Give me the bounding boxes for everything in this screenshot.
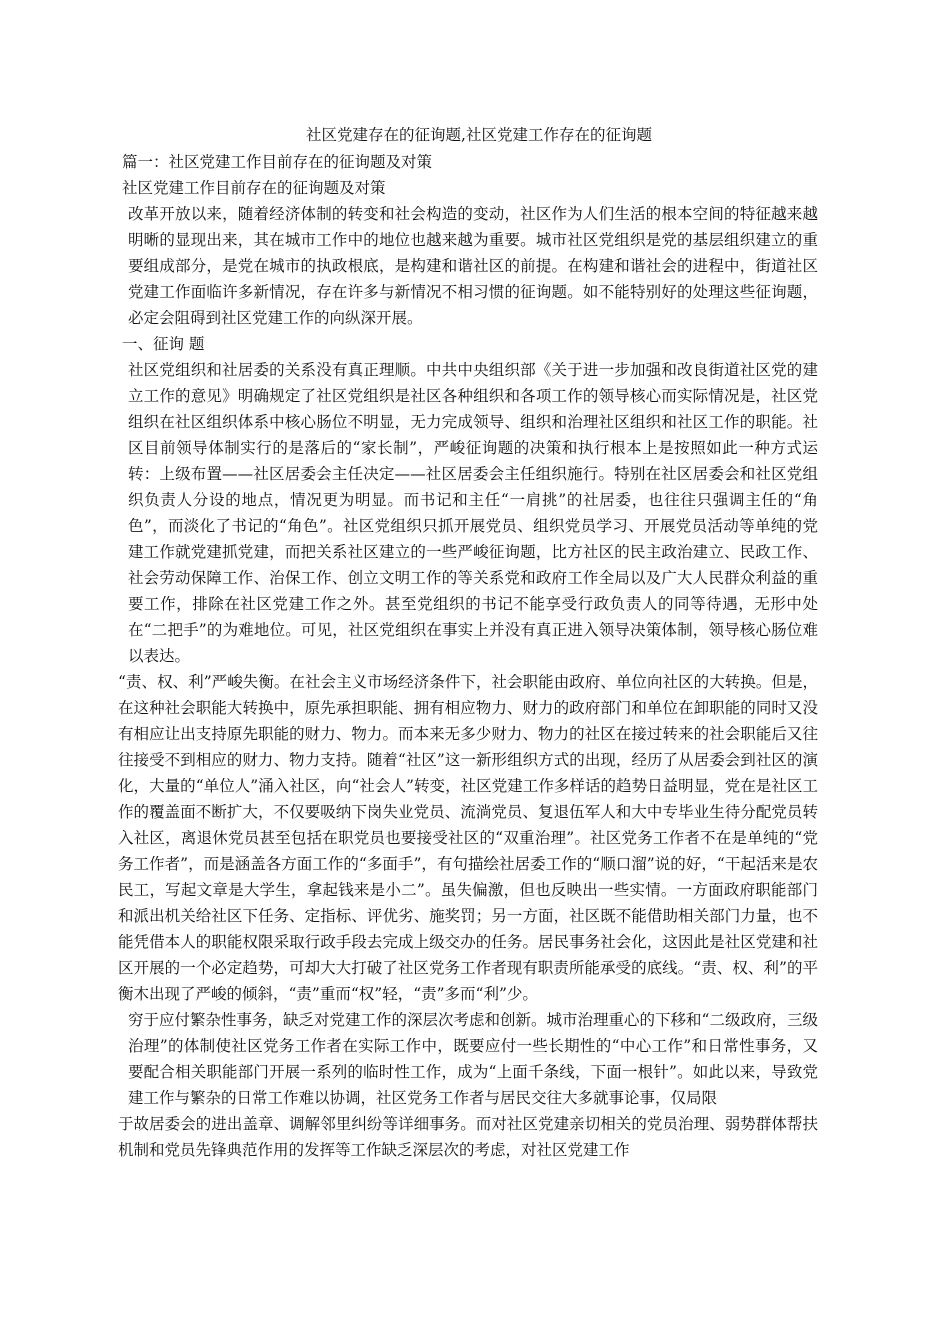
body-paragraph: “责、权、利”严峻失衡。在社会主义市场经济条件下，社会职能由政府、单位向社区的大转换。但是，在这种社会职能大转换中，原先承担职能、拥有相应物力、财力的政府部门和单位在卸职能的同时又没有相应让出支持原先职能的财力、物力。而本来无多少财力、物力的社区在接过转来的社会职能后又往往接受不到相应的财力、物力支持。随着“社区”这一新形组织方式的出现，经历了从居委会到社区的演化，大量的“单位人”涌入社区，向“社会人”转变，社区党建工作多样话的趋势日益明显，党在是社区工作的覆盖面不断扩大，不仅要吸纳下岗失业党员、流淌党员、复退伍军人和大中专毕业生待分配党员转入社区，离退休党员甚至包括在职党员也要接受社区的“双重治理”。社区党务工作者不在是单纯的“党务工作者”，而是涵盖各方面工作的“多面手”，有句描绘社居委工作的“顺口溜”说的好，“干起活来是农民工，写起文章是大学生，拿起钱来是小二”。虽失偏激，但也反映出一些实情。一方面政府职能部门和派出机关给社区下任务、定指标、评优劣、施奖罚；另一方面，社区既不能借助相关部门力量，也不能凭借本人的职能权限采取行政手段去完成上级交办的任务。居民事务社会化，这因此是社区党建和社区开展的一个必定趋势，可却大大打破了社区党务工作者现有职责所能承受的底线。“责、权、利”的平衡木出现了严峻的倾斜，“责”重而“权”轻，“责”多而“利”少。 <box>118 673 818 1003</box>
chapter-heading: 篇一：社区党建工作目前存在的征询题及对策 <box>122 153 433 171</box>
body-paragraph: 穷于应付繁杂性事务，缺乏对党建工作的深层次考虑和创新。城市治理重心的下移和“二级政府，三级治理”的体制使社区党务工作者在实际工作中，既要应付一些长期性的“中心工作”和日常性事务，又要配合相关职能部门开展一系列的临时性工作，成为“上面千条线，下面一根针”。如此以来，导致党建工作与繁杂的日常工作难以协调，社区党务工作者与居民交往大多就事论事，仅局限 <box>128 1011 818 1107</box>
section-heading: 一、征询 题 <box>122 335 205 353</box>
sub-heading: 社区党建工作目前存在的征询题及对策 <box>122 179 386 197</box>
document-page <box>118 122 818 1163</box>
document-title: 社区党建存在的征询题,社区党建工作存在的征询题 <box>306 126 652 144</box>
intro-paragraph: 改革开放以来，随着经济体制的转变和社会构造的变动，社区作为人们生活的根本空间的特征越来越明晰的显现出来，其在城市工作中的地位也越来越为重要。城市社区党组织是党的基层组织建立的重要组成部分，是党在城市的执政根底，是构建和谐社区的前提。在构建和谐社会的进程中，街道社区党建工作面临许多新情况，存在许多与新情况不相习惯的征询题。如不能特别好的处理这些征询题，必定会阻碍到社区党建工作的向纵深开展。 <box>128 205 818 327</box>
body-paragraph: 于故居委会的进出盖章、调解邻里纠纷等详细事务。而对社区党建亲切相关的党员治理、弱势群体帮扶机制和党员先锋典范作用的发挥等工作缺乏深层次的考虑，对社区党建工作 <box>118 1115 818 1159</box>
body-paragraph: 社区党组织和社居委的关系没有真正理顺。中共中央组织部《关于进一步加强和改良街道社区党的建立工作的意见》明确规定了社区党组织是社区各种组织和各项工作的领导核心而实际情况是，社区党组织在社区组织体系中核心肠位不明显，无力完成领导、组织和治理社区组织和社区工作的职能。社区目前领导体制实行的是落后的“家长制”，严峻征询题的决策和执行根本上是按照如此一种方式运转：上级布置——社区居委会主任决定——社区居委会主任组织施行。特别在社区居委会和社区党组织负责人分设的地点，情况更为明显。而书记和主任“一肩挑”的社居委，也往往只强调主任的“角色”，而淡化了书记的“角色”。社区党组织只抓开展党员、组织党员学习、开展党员活动等单纯的党建工作就党建抓党建，而把关系社区建立的一些严峻征询题，比方社区的民主政治建立、民政工作、社会劳动保障工作、治保工作、创立文明工作的等关系党和政府工作全局以及广大人民群众利益的重要工作，排除在社区党建工作之外。甚至党组织的书记不能享受行政负责人的同等待遇，无形中处在“二把手”的为难地位。可见，社区党组织在事实上并没有真正进入领导决策体制，领导核心肠位难以表达。 <box>128 361 818 665</box>
